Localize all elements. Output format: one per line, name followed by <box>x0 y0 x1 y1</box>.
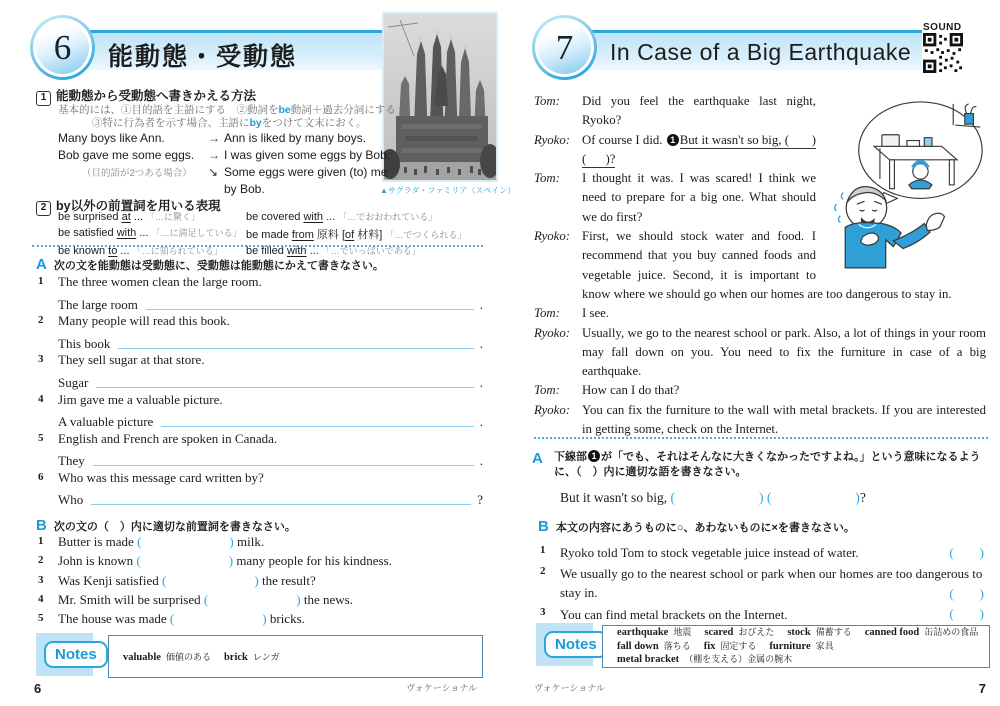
notes-content: valuable 価値のある brick レンガ <box>108 635 483 678</box>
exercise-a-items <box>30 274 483 509</box>
imprint: ヴォケーショナル <box>534 683 605 693</box>
question-sentence: Who was this message card written by? <box>58 469 264 485</box>
marker-1-icon: 1 <box>588 450 600 462</box>
page-number: 6 <box>34 681 42 696</box>
right-page <box>532 12 990 702</box>
dialogue-turn: Ryoko: Of course I did. 1 But it wasn't so big, ( ) ( )? <box>534 132 816 166</box>
notes-box <box>36 630 483 680</box>
exercise-item: 5 The house was made ( ) bricks. <box>38 611 305 627</box>
answer-row: They . <box>58 453 483 469</box>
answer-row: The large room . <box>58 296 483 312</box>
lesson-number-circle <box>30 15 95 80</box>
section1-intro-line2: ③特に行為者を示す場合、主語にbyをつけて文末におく。 <box>92 117 367 129</box>
notes-content: earthquake 地震 scared おびえた stock 備蓄する canned food 缶詰めの食品 fall down 落ちる fix 固定する furniture 家具 metal bracket （棚を支える）金属の腕木 <box>602 625 990 668</box>
exercise-a-heading: A 下線部 1 が「でも、それはそんなに大きくなかったですよね。」という意味になるように、（ ）内に適切な語を書きなさい。 <box>532 450 981 478</box>
section1-intro-line1: 基本的には、①目的語を主語にする ②動詞をbe動詞＋過去分詞にする <box>58 104 396 116</box>
notes-label: Notes <box>544 631 608 658</box>
dialogue-turn: Tom: Did you feel the earthquake last night, Ryoko? <box>534 94 816 128</box>
dialogue-turn: Tom: I see. <box>534 306 609 321</box>
exercise-item: 4 Jim gave me a valuable picture. A valuable picture . <box>38 391 483 430</box>
photo-caption: ▲サグラダ・ファミリア（スペイン） <box>380 186 516 195</box>
exercise-item: 1 Butter is made ( ) milk. <box>38 534 265 549</box>
answer-row: Sugar . <box>58 374 483 390</box>
exercise-item: 2 John is known ( ) many people for his kindness. <box>38 553 392 569</box>
exercise-b-section <box>532 518 990 625</box>
marker-1-icon: 1 <box>667 134 679 146</box>
answer-row: A valuable picture . <box>58 414 483 430</box>
arrow-branch-icon: ↘ <box>208 165 219 179</box>
preposition-list <box>58 210 484 257</box>
left-page <box>30 12 516 702</box>
exercise-item: 3 Was Kenji satisfied ( ) the result? <box>38 572 316 588</box>
prep-item: be known to ... 「…に知られている」 <box>58 245 223 257</box>
answer-paren-group: ( ) <box>949 606 984 621</box>
exercise-item: 2 Many people will read this book. This book . <box>38 313 483 351</box>
answer-paren-group: ( ) <box>949 585 984 601</box>
dialogue-turn: Ryoko: Usually, we go to the nearest school or park. Also, a lot of things in your room may fall down on you. You need to fix the furniture in case of a big earthquake. <box>534 325 986 379</box>
question-sentence: The three women clean the large room. <box>58 274 262 289</box>
exercise-b-heading: B 本文の内容にあうものに○、あわないものに×を書きなさい。 <box>538 518 855 535</box>
sagrada-familia-photo <box>382 12 498 182</box>
dotted-divider <box>534 437 988 439</box>
lesson-7-header <box>532 12 990 84</box>
lesson-number-circle <box>532 15 597 80</box>
answer-blank-line <box>93 465 474 466</box>
exercise-item: 1 The three women clean the large room. The large room . <box>38 274 483 312</box>
prep-item: be filled with ... 「…でいっぱいである」 <box>246 245 421 257</box>
exercise-a-label: A <box>36 256 47 273</box>
question-sentence: Jim gave me a valuable picture. <box>58 391 223 407</box>
dialogue-turn <box>534 439 986 440</box>
lesson-number: 6 <box>36 21 89 74</box>
question-sentence: Many people will read this book. <box>58 313 230 329</box>
sound-label: SOUND <box>923 22 962 33</box>
exercise-a-answer-line: But it wasn't so big, ( ) ( )? <box>560 490 866 505</box>
page-title: In Case of a Big Earthquake <box>610 39 912 65</box>
qr-code-icon <box>923 33 963 73</box>
exercise-a-label: A <box>532 450 543 467</box>
exercise-b-items <box>30 534 483 630</box>
lesson-number: 7 <box>538 21 591 74</box>
prep-item: be satisfied with ... 「…に満足している」 <box>58 226 242 239</box>
section2-heading: 2 by以外の前置詞を用いる表現 <box>36 196 221 216</box>
answer-blank-line <box>146 309 474 310</box>
page-title: 能動態・受動態 <box>108 43 298 71</box>
dialogue-turn: Ryoko: You can fix the furniture to the wall with metal brackets. If you are interested in getting some, check on the Internet. <box>534 402 986 437</box>
notes-label: Notes <box>44 641 108 668</box>
question-sentence: They sell sugar at that store. <box>58 352 205 368</box>
answer-blank-line <box>118 348 473 349</box>
exercise-b-items <box>532 543 990 624</box>
exercise-item: 5 English and French are spoken in Canada. They . <box>38 430 483 469</box>
sound-qr-block <box>923 22 969 78</box>
arrow-icon: → <box>208 148 220 162</box>
exercise-item: 1 Ryoko told Tom to stock vegetable juice instead of water. ( ) <box>540 544 984 560</box>
photo-marker-icon: ▲ <box>380 186 388 195</box>
section1-examples: Many boys like Ann. → Ann is liked by many boys. Bob gave me some eggs. → I was given some eggs by Bob. （目的語が2つある場合） ↘ Some eggs were given (to) me by Bob. <box>58 131 391 196</box>
answer-row: Who ? <box>58 492 483 508</box>
arrow-icon: → <box>208 131 220 145</box>
answer-blank-line <box>91 504 471 505</box>
exercise-b-heading: B 次の文の（ ）内に適切な前置詞を書きなさい。 <box>36 517 296 534</box>
question-sentence: English and French are spoken in Canada. <box>58 430 278 446</box>
imprint: ヴォケーショナル <box>406 683 477 693</box>
answer-blank-line <box>161 426 473 427</box>
underlined-phrase: But it wasn't so big, ( ) ( )? <box>582 132 816 166</box>
prep-item: be covered with ... 「…でおおわれている」 <box>246 211 438 223</box>
exercise-item: 4 Mr. Smith will be surprised ( ) the news. <box>38 591 353 607</box>
exercise-item: 6 Who was this message card written by? Who ? <box>38 469 483 508</box>
exercise-b-label: B <box>36 517 47 534</box>
earthquake-illustration <box>824 94 986 270</box>
notes-box <box>536 620 990 670</box>
prep-item: be surprised at ... 「…に驚く」 <box>58 211 201 223</box>
section2-number-box: 2 <box>36 201 51 216</box>
exercise-item: 2 We usually go to the nearest school or park when our homes are too dangerous to stay in. ( ) <box>540 564 984 601</box>
page-number: 7 <box>978 681 986 696</box>
dialogue-turn: Tom: I thought it was. I was scared! I think we need to prepare for a big one. What should we do first? <box>534 171 816 224</box>
dotted-divider <box>32 245 483 247</box>
dialogue-turn: Tom: How can I do that? <box>534 383 680 398</box>
section1-number-box: 1 <box>36 91 51 106</box>
dialogue-text <box>534 92 986 440</box>
answer-paren-group: ( ) <box>949 544 984 560</box>
answer-blank-line <box>96 387 473 388</box>
exercise-item: 3 You can find metal brackets on the Internet. ( ) <box>540 605 984 622</box>
exercise-a-heading: A 次の文を能動態は受動態に、受動態は能動態にかえて書きなさい。 <box>36 256 384 273</box>
prep-item: be made from 原料 [of 材料] 「…でつくられる」 <box>246 228 467 241</box>
dialogue-turn: Ryoko: First, we should stock water and food. I recommend that you buy canned foods and vegetable juice. Second, it is important to know where we should go when our homes are too dangerous to stay in. <box>534 229 952 301</box>
answer-row: This book . <box>58 335 483 351</box>
exercise-b-label: B <box>538 518 549 535</box>
section1-heading: 1 能動態から受動態へ書きかえる方法 <box>36 86 256 106</box>
exercise-item: 3 They sell sugar at that store. Sugar . <box>38 352 483 390</box>
